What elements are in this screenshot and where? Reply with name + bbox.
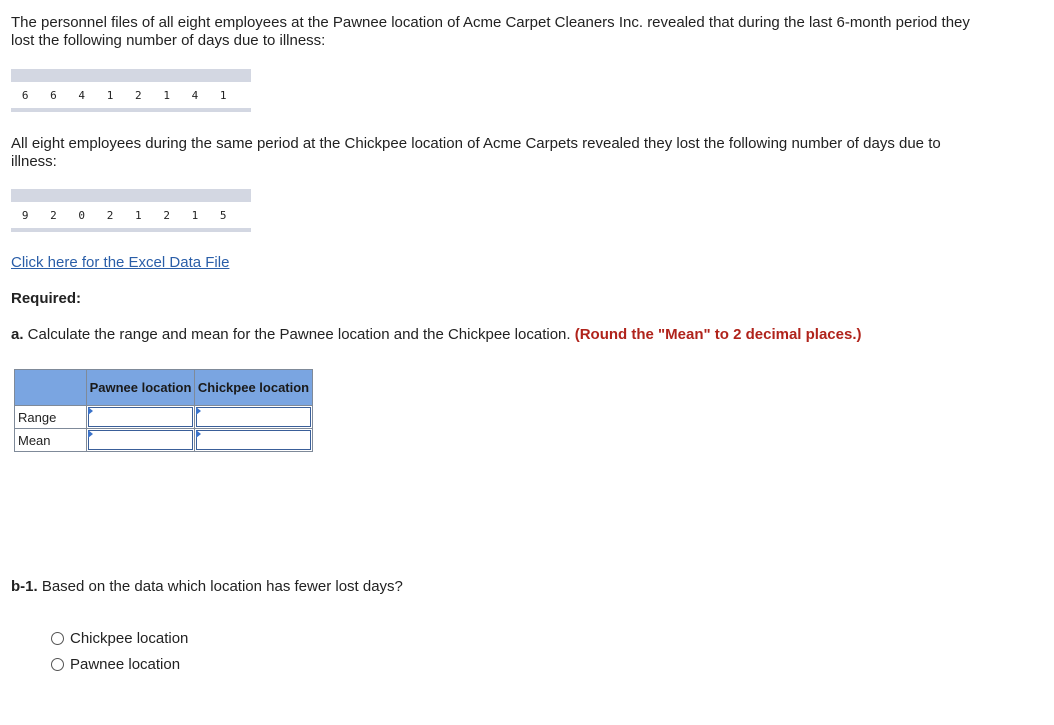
chickpee-mean-input[interactable] — [195, 429, 313, 452]
data-value: 9 — [21, 208, 29, 222]
option-chickpee[interactable] — [51, 630, 188, 647]
chickpee-range-input[interactable] — [195, 406, 313, 429]
data-value: 2 — [106, 208, 114, 222]
part-b1-text: Based on the data which location has fewer lost days? — [37, 578, 403, 595]
required-heading: Required: — [11, 290, 82, 307]
data-value: 2 — [163, 208, 170, 222]
radio-button-icon[interactable] — [51, 632, 64, 645]
part-b1-label: b-1. — [11, 578, 38, 595]
pawnee-data-table — [11, 69, 251, 112]
option-label: Pawnee location — [70, 656, 181, 673]
part-a-label: a. — [11, 326, 24, 343]
excel-data-link[interactable]: Click here for the Excel Data File — [11, 254, 230, 271]
input-marker-icon — [88, 430, 93, 438]
radio-button-icon[interactable] — [51, 658, 64, 671]
pawnee-data-row — [11, 82, 251, 108]
row-label-range: Range — [15, 406, 87, 429]
data-footer-bar — [11, 228, 251, 232]
intro-text: The personnel files of all eight employees at the Pawnee location of Acme Carpet Cleaners Inc. revealed that during the last 6-month period they lost the following number of days due to illness: — [11, 14, 970, 49]
answer-table — [14, 369, 313, 452]
data-value: 6 — [50, 88, 57, 102]
data-value: 1 — [106, 88, 114, 102]
data-value: 6 — [21, 88, 29, 102]
input-marker-icon — [196, 407, 201, 415]
part-b1-question — [11, 578, 403, 595]
data-footer-bar — [11, 108, 251, 112]
data-value: 2 — [50, 208, 57, 222]
row-label-mean: Mean — [15, 429, 87, 452]
header-pawnee: Pawnee location — [87, 370, 195, 406]
table-corner-header — [15, 370, 87, 406]
part-a-rounding-note: (Round the "Mean" to 2 decimal places.) — [574, 326, 862, 343]
chickpee-data-row — [11, 202, 251, 228]
pawnee-range-input[interactable] — [87, 406, 195, 429]
chickpee-data-table — [11, 189, 251, 232]
option-pawnee[interactable] — [51, 656, 180, 673]
data-value: 1 — [163, 88, 170, 102]
data-value: 2 — [135, 88, 142, 102]
pawnee-mean-input[interactable] — [87, 429, 195, 452]
part-a-text: Calculate the range and mean for the Pawnee location and the Chickpee location. — [23, 326, 571, 343]
data-value: 4 — [191, 88, 199, 102]
input-marker-icon — [196, 430, 201, 438]
data-header-bar — [11, 69, 251, 82]
data-value: 1 — [219, 88, 227, 102]
input-marker-icon — [88, 407, 93, 415]
data-value: 1 — [191, 208, 199, 222]
data-value: 4 — [78, 88, 86, 102]
part-a-question — [11, 326, 1011, 343]
data-value: 5 — [219, 208, 227, 222]
data-value: 0 — [78, 208, 86, 222]
data-header-bar — [11, 189, 251, 202]
data-value: 1 — [135, 208, 142, 222]
header-chickpee: Chickpee location — [195, 370, 313, 406]
chickpee-intro-text: All eight employees during the same period at the Chickpee location of Acme Carpets revealed they lost the following number of days due to illness: — [11, 135, 941, 170]
option-label: Chickpee location — [70, 630, 189, 647]
